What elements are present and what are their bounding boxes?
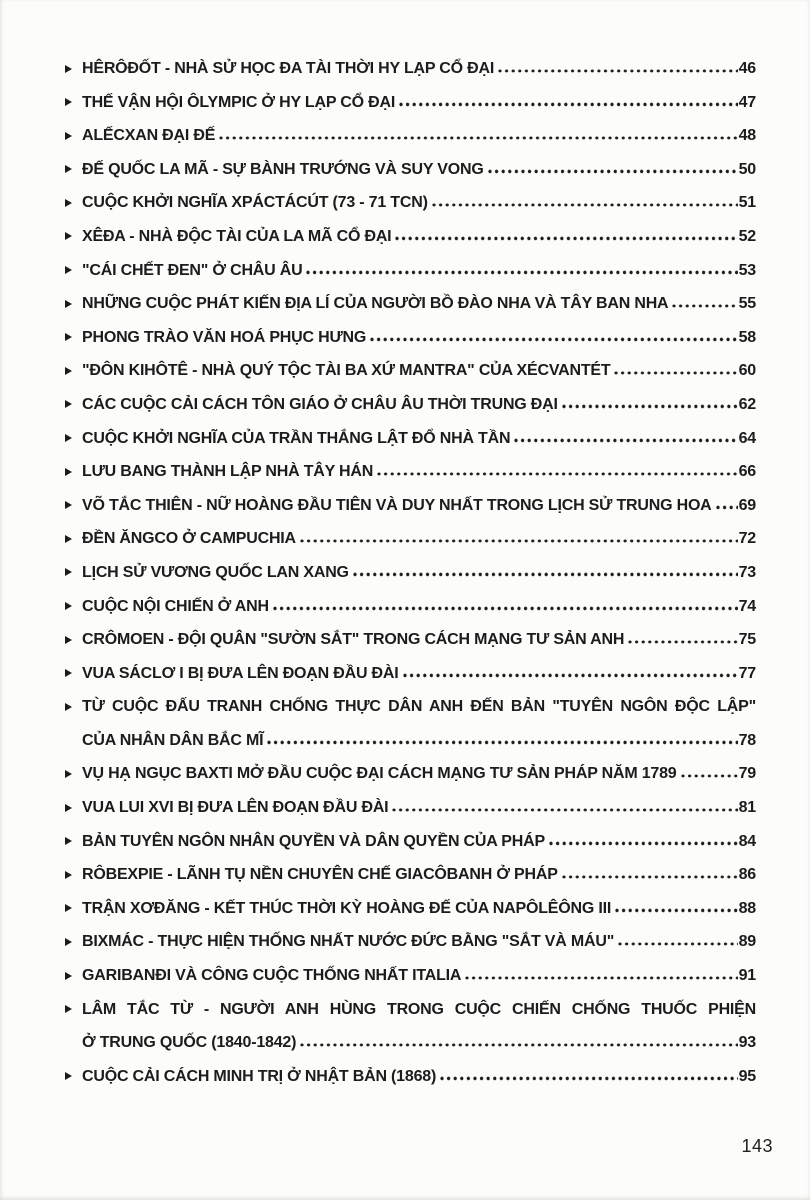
dot-leader — [300, 1043, 737, 1048]
toc-item — [64, 388, 756, 422]
toc-item-page: 47 — [738, 93, 756, 111]
toc-item — [64, 757, 756, 791]
dot-leader — [618, 942, 738, 947]
dot-leader — [562, 875, 738, 880]
toc-item-page: 78 — [738, 731, 756, 749]
bullet-triangle-icon — [65, 804, 72, 812]
toc-item-page: 48 — [738, 127, 756, 145]
bullet-triangle-icon — [65, 703, 72, 711]
bullet-triangle-icon — [65, 468, 72, 476]
toc-item-page: 53 — [738, 261, 756, 279]
toc-item — [64, 590, 756, 624]
toc-item-page: 72 — [738, 530, 756, 548]
dot-leader — [395, 236, 737, 241]
dot-leader — [440, 1076, 737, 1081]
toc-item-title-line2: Ở TRUNG QUỐC (1840-1842) — [82, 1034, 297, 1052]
toc-item-page: 88 — [738, 899, 756, 917]
toc-item-title: HÊRÔĐỐT - NHÀ SỬ HỌC ĐA TÀI THỜI HY LẠP CỔ ĐẠI — [82, 60, 495, 77]
toc-item-page: 74 — [738, 597, 756, 615]
table-of-contents — [64, 52, 756, 1093]
toc-item-page: 84 — [738, 832, 756, 850]
bullet-triangle-icon — [65, 367, 72, 375]
dot-leader — [716, 505, 738, 510]
toc-item — [64, 791, 756, 825]
toc-item — [64, 522, 756, 556]
bullet-triangle-icon — [65, 300, 72, 308]
toc-item-title: CUỘC NỘI CHIẾN Ở ANH — [82, 597, 269, 615]
toc-item-page: 95 — [738, 1067, 756, 1085]
bullet-triangle-icon — [65, 400, 72, 408]
dot-leader — [432, 203, 738, 208]
dot-leader — [399, 102, 738, 107]
toc-item — [64, 119, 756, 153]
toc-item-title: NHỮNG CUỘC PHÁT KIẾN ĐỊA LÍ CỦA NGƯỜI BỒ ĐÀO NHA VÀ TÂY BAN NHA — [82, 295, 669, 313]
bullet-triangle-icon — [65, 568, 72, 576]
dot-leader — [273, 606, 738, 611]
toc-item-title: CRÔMOEN - ĐỘI QUÂN "SƯỜN SẮT" TRONG CÁCH MẠNG TƯ SẢN ANH — [82, 631, 625, 649]
dot-leader — [549, 841, 738, 846]
toc-item — [64, 52, 756, 86]
toc-item-title-line1: LÂM TẮC TỪ - NGƯỜI ANH HÙNG TRONG CUỘC CHIẾN CHỐNG THUỐC PHIỆN — [82, 1000, 756, 1018]
dot-leader — [219, 136, 737, 141]
toc-item-page: 52 — [738, 227, 756, 245]
toc-item-title: ALẾCXAN ĐẠI ĐẾ — [82, 127, 216, 145]
toc-item-title: CUỘC KHỞI NGHĨA XPÁCTÁCÚT (73 - 71 TCN) — [82, 194, 428, 212]
bullet-triangle-icon — [65, 232, 72, 240]
dot-leader — [628, 640, 737, 645]
toc-item-page: 81 — [738, 799, 756, 817]
toc-item-page: 73 — [738, 563, 756, 581]
toc-item-title: THẾ VẬN HỘI ÔLYMPIC Ở HY LẠP CỔ ĐẠI — [82, 93, 396, 111]
toc-item-title: PHONG TRÀO VĂN HOÁ PHỤC HƯNG — [82, 328, 367, 346]
toc-item — [64, 623, 756, 657]
toc-item-title: VÕ TẮC THIÊN - NỮ HOÀNG ĐẦU TIÊN VÀ DUY NHẤT TRONG LỊCH SỬ TRUNG HOA — [82, 496, 712, 514]
toc-item — [64, 455, 756, 489]
toc-item-page: 62 — [738, 395, 756, 413]
bullet-triangle-icon — [65, 871, 72, 879]
toc-item-page: 93 — [738, 1034, 756, 1052]
toc-item-page: 86 — [738, 866, 756, 884]
toc-item — [64, 925, 756, 959]
bullet-triangle-icon — [65, 770, 72, 778]
toc-item — [64, 993, 756, 1060]
dot-leader — [488, 169, 738, 174]
bullet-triangle-icon — [65, 266, 72, 274]
dot-leader — [562, 404, 738, 409]
toc-item — [64, 321, 756, 355]
toc-item-title: ĐẾ QUỐC LA MÃ - SỰ BÀNH TRƯỚNG VÀ SUY VONG — [82, 160, 484, 178]
dot-leader — [614, 371, 737, 376]
toc-item — [64, 892, 756, 926]
toc-item — [64, 858, 756, 892]
toc-item — [64, 556, 756, 590]
toc-item — [64, 959, 756, 993]
toc-item — [64, 354, 756, 388]
toc-item-page: 66 — [738, 463, 756, 481]
toc-item-page: 77 — [738, 664, 756, 682]
bullet-triangle-icon — [65, 669, 72, 677]
bullet-triangle-icon — [65, 837, 72, 845]
bullet-triangle-icon — [65, 1005, 72, 1013]
toc-item — [64, 220, 756, 254]
toc-item-title: XÊĐA - NHÀ ĐỘC TÀI CỦA LA MÃ CỔ ĐẠI — [82, 227, 392, 245]
bullet-triangle-icon — [65, 132, 72, 140]
toc-item-page: 89 — [738, 933, 756, 951]
bullet-triangle-icon — [65, 938, 72, 946]
toc-item — [64, 86, 756, 120]
toc-item-page: 64 — [738, 429, 756, 447]
toc-item — [64, 657, 756, 691]
dot-leader — [306, 270, 737, 275]
toc-item — [64, 254, 756, 288]
dot-leader — [353, 572, 738, 577]
toc-item-title: BẢN TUYÊN NGÔN NHÂN QUYỀN VÀ DÂN QUYỀN CỦA PHÁP — [82, 832, 545, 850]
toc-item-title: CUỘC KHỞI NGHĨA CỦA TRẦN THẮNG LẬT ĐỔ NHÀ TẦN — [82, 429, 511, 447]
toc-item-page: 46 — [738, 60, 756, 77]
bullet-triangle-icon — [65, 501, 72, 509]
bullet-triangle-icon — [65, 972, 72, 980]
toc-item-title: LỊCH SỬ VƯƠNG QUỐC LAN XANG — [82, 563, 349, 581]
bullet-triangle-icon — [65, 602, 72, 610]
toc-item-title: "CÁI CHẾT ĐEN" Ở CHÂU ÂU — [82, 261, 303, 279]
toc-item-page: 55 — [738, 295, 756, 313]
toc-item — [64, 153, 756, 187]
bullet-triangle-icon — [65, 434, 72, 442]
toc-item-title-line1: TỪ CUỘC ĐẤU TRANH CHỐNG THỰC DÂN ANH ĐẾN BẢN "TUYÊN NGÔN ĐỘC LẬP" — [82, 698, 756, 716]
bullet-triangle-icon — [65, 65, 72, 73]
dot-leader — [370, 337, 737, 342]
toc-item-page: 60 — [738, 362, 756, 380]
toc-item — [64, 287, 756, 321]
bullet-triangle-icon — [65, 636, 72, 644]
dot-leader — [498, 69, 737, 74]
toc-item-title: LƯU BANG THÀNH LẬP NHÀ TÂY HÁN — [82, 463, 374, 481]
bullet-triangle-icon — [65, 904, 72, 912]
toc-item — [64, 825, 756, 859]
bullet-triangle-icon — [65, 98, 72, 106]
toc-item-page: 75 — [738, 631, 756, 649]
dot-leader — [267, 740, 737, 745]
toc-item-title: GARIBANĐI VÀ CÔNG CUỘC THỐNG NHẤT ITALIA — [82, 967, 462, 985]
bullet-triangle-icon — [65, 165, 72, 173]
toc-item — [64, 186, 756, 220]
dot-leader — [465, 976, 737, 981]
toc-item-page: 58 — [738, 328, 756, 346]
toc-item-title: CÁC CUỘC CẢI CÁCH TÔN GIÁO Ở CHÂU ÂU THỜI TRUNG ĐẠI — [82, 395, 558, 413]
toc-item-title-line2: CỦA NHÂN DÂN BẮC MĨ — [82, 731, 264, 749]
dot-leader — [300, 539, 738, 544]
toc-item-title: VUA LUI XVI BỊ ĐƯA LÊN ĐOẠN ĐẦU ĐÀI — [82, 799, 389, 817]
bullet-triangle-icon — [65, 199, 72, 207]
bullet-triangle-icon — [65, 1072, 72, 1080]
toc-item-page: 91 — [738, 967, 756, 985]
dot-leader — [615, 908, 738, 913]
toc-item-title: VUA SÁCLƠ I BỊ ĐƯA LÊN ĐOẠN ĐẦU ĐÀI — [82, 664, 399, 682]
page-number: 143 — [741, 1136, 773, 1156]
toc-item-title: "ĐÔN KIHÔTÊ - NHÀ QUÝ TỘC TÀI BA XỨ MANTRA" CỦA XÉCVANTÉT — [82, 362, 611, 380]
toc-item — [64, 690, 756, 757]
toc-item-page: 50 — [738, 160, 756, 178]
toc-item-title: VỤ HẠ NGỤC BAXTI MỞ ĐẦU CUỘC ĐẠI CÁCH MẠNG TƯ SẢN PHÁP NĂM 1789 — [82, 765, 677, 783]
toc-item — [64, 422, 756, 456]
dot-leader — [377, 472, 737, 477]
toc-item-title: CUỘC CẢI CÁCH MINH TRỊ Ở NHẬT BẢN (1868) — [82, 1067, 437, 1085]
dot-leader — [672, 304, 737, 309]
toc-item-title: TRẬN XƠĐĂNG - KẾT THÚC THỜI KỲ HOÀNG ĐẾ CỦA NAPÔLÊÔNG III — [82, 899, 612, 917]
toc-item-page: 51 — [738, 194, 756, 212]
toc-item — [64, 489, 756, 523]
toc-item-title: BIXMÁC - THỰC HIỆN THỐNG NHẤT NƯỚC ĐỨC BẰNG "SẮT VÀ MÁU" — [82, 933, 615, 951]
dot-leader — [392, 808, 737, 813]
bullet-triangle-icon — [65, 333, 72, 341]
bullet-triangle-icon — [65, 535, 72, 543]
dot-leader — [514, 438, 737, 443]
toc-item-title: ĐỀN ĂNGCO Ở CAMPUCHIA — [82, 530, 296, 548]
toc-item-page: 79 — [738, 765, 756, 783]
dot-leader — [403, 673, 738, 678]
toc-item — [64, 1060, 756, 1094]
dot-leader — [681, 774, 738, 779]
toc-item-title: RÔBEXPIE - LÃNH TỤ NỀN CHUYÊN CHẾ GIACÔBANH Ở PHÁP — [82, 866, 558, 884]
toc-item-page: 69 — [738, 496, 756, 514]
